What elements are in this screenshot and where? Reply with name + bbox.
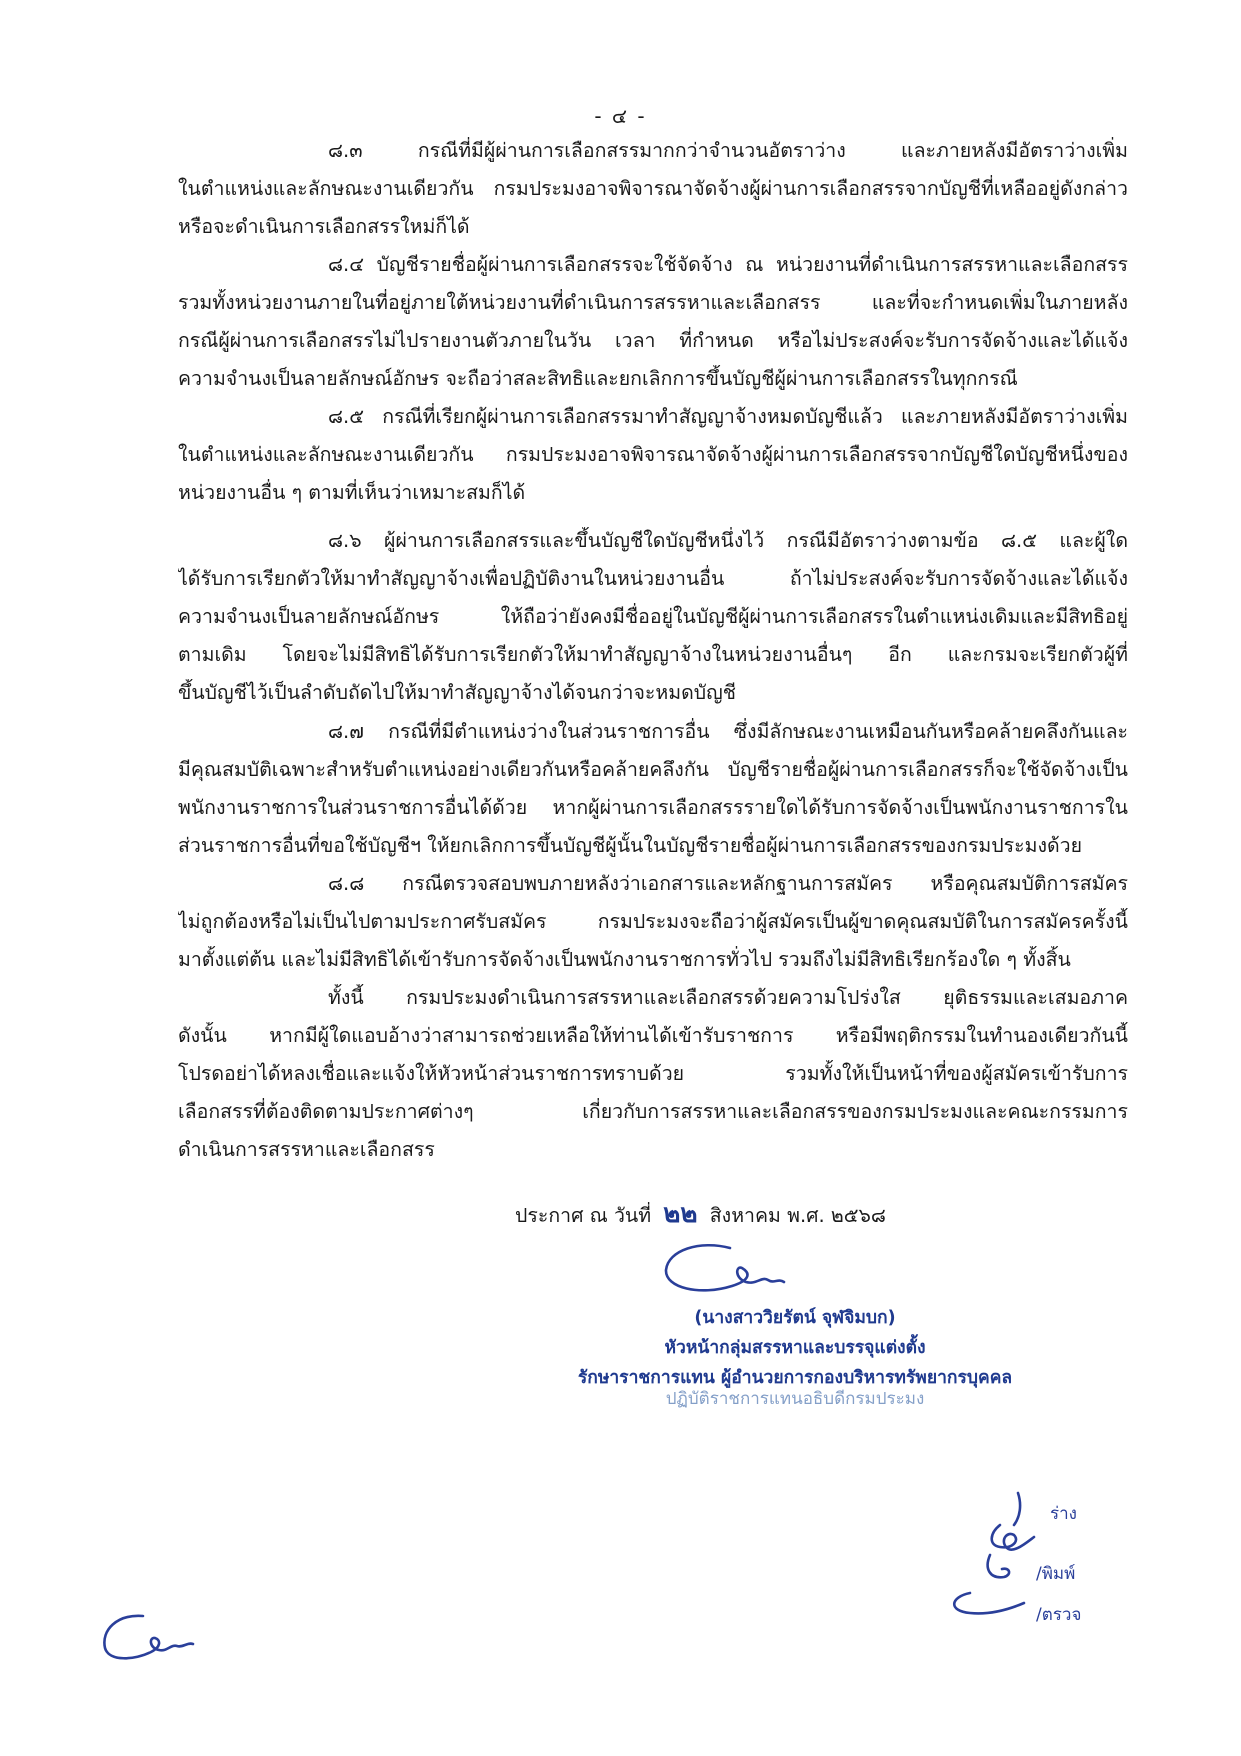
announcement-month-year: สิงหาคม พ.ศ. ๒๕๖๘: [709, 1204, 886, 1227]
stamp-line: ปฏิบัติราชการแทนอธิบดีกรมประมง: [665, 1389, 925, 1409]
paragraph-line: ๘.๕ กรณีที่เรียกผู้ผ่านการเลือกสรรมาทำสัญญาจ้างหมดบัญชีแล้ว และภายหลังมีอัตราว่างเพิ่ม: [328, 405, 1128, 428]
paragraph-line: ขึ้นบัญชีไว้เป็นลำดับถัดไปให้มาทำสัญญาจ้างได้จนกว่าจะหมดบัญชี: [178, 681, 737, 704]
paragraph-line: ๘.๓ กรณีที่มีผู้ผ่านการเลือกสรรมากกว่าจำนวนอัตราว่าง และภายหลังมีอัตราว่างเพิ่ม: [328, 139, 1128, 162]
paragraph-line: พนักงานราชการในส่วนราชการอื่นได้ด้วย หากผู้ผ่านการเลือกสรรรายใดได้รับการจัดจ้างเป็นพนักงานราชการใน: [178, 796, 1128, 819]
initials-signature-image: [930, 1485, 1050, 1625]
paragraph-line: ความจำนงเป็นลายลักษณ์อักษร จะถือว่าสละสิทธิและยกเลิกการขึ้นบัญชีผู้ผ่านการเลือกสรรในทุกกรณี: [178, 367, 1018, 390]
signatory-title: หัวหน้ากลุ่มสรรหาและบรรจุแต่งตั้ง: [664, 1338, 926, 1358]
signatory-name: (นางสาววิยรัตน์ จุฬจิมบก): [694, 1308, 896, 1328]
paragraph-line: ดำเนินการสรรหาและเลือกสรร: [178, 1138, 435, 1161]
paragraph-line: เลือกสรรที่ต้องติดตามประกาศต่างๆ เกี่ยวกับการสรรหาและเลือกสรรของกรมประมงและคณะกรรมการ: [178, 1100, 1128, 1123]
paragraph-line: ๘.๘ กรณีตรวจสอบพบภายหลังว่าเอกสารและหลักฐานการสมัคร หรือคุณสมบัติการสมัคร: [328, 872, 1128, 895]
paragraph-line: รวมทั้งหน่วยงานภายในที่อยู่ภายใต้หน่วยงานที่ดำเนินการสรรหาและเลือกสรร และที่จะกำหนดเพิ่มในภายหลัง: [178, 291, 1128, 314]
paragraph-line: ทั้งนี้ กรมประมงดำเนินการสรรหาและเลือกสรรด้วยความโปร่งใส ยุติธรรมและเสมอภาค: [328, 986, 1128, 1009]
paragraph-line: ๘.๔ บัญชีรายชื่อผู้ผ่านการเลือกสรรจะใช้จัดจ้าง ณ หน่วยงานที่ดำเนินการสรรหาและเลือกสรร: [328, 253, 1128, 276]
paragraph-line: หน่วยงานอื่น ๆ ตามที่เห็นว่าเหมาะสมก็ได้: [178, 481, 526, 504]
paragraph-line: ความจำนงเป็นลายลักษณ์อักษร ให้ถือว่ายังคงมีชื่ออยู่ในบัญชีผู้ผ่านการเลือกสรรในตำแหน่งเดิมและมีสิทธิอยู่: [178, 605, 1128, 628]
paragraph-line: ๘.๗ กรณีที่มีตำแหน่งว่างในส่วนราชการอื่น ซึ่งมีลักษณะงานเหมือนกันหรือคล้ายคลึงกันและ: [328, 720, 1128, 743]
paragraph-line: หรือจะดำเนินการเลือกสรรใหม่ก็ได้: [178, 215, 470, 238]
paragraph-line: ดังนั้น หากมีผู้ใดแอบอ้างว่าสามารถช่วยเหลือให้ท่านได้เข้ารับราชการ หรือมีพฤติกรรมในทำนองเดียวกันนี้: [178, 1024, 1128, 1047]
announcement-date: [515, 1193, 886, 1234]
paragraph-line: กรณีผู้ผ่านการเลือกสรรไม่ไปรายงานตัวภายในวัน เวลา ที่กำหนด หรือไม่ประสงค์จะรับการจัดจ้างและได้แจ้ง: [178, 329, 1128, 352]
bottom-left-initial-image: [95, 1608, 215, 1668]
paragraph-line: โปรดอย่าได้หลงเชื่อและแจ้งให้หัวหน้าส่วนราชการทราบด้วย รวมทั้งให้เป็นหน้าที่ของผู้สมัครเข้ารับการ: [178, 1062, 1128, 1085]
signature-image: [660, 1238, 810, 1308]
initial-check-label: /ตรวจ: [1036, 1605, 1082, 1625]
paragraph-line: ส่วนราชการอื่นที่ขอใช้บัญชีฯ ให้ยกเลิกการขึ้นบัญชีผู้นั้นในบัญชีรายชื่อผู้ผ่านการเลือกสรรของกรมประมงด้วย: [178, 834, 1083, 857]
paragraph-line: ตามเดิม โดยจะไม่มีสิทธิได้รับการเรียกตัวให้มาทำสัญญาจ้างในหน่วยงานอื่นๆ อีก และกรมจะเรียกตัวผู้ที่: [178, 643, 1128, 666]
initial-draft-label: ร่าง: [1050, 1504, 1077, 1524]
paragraph-line: ในตำแหน่งและลักษณะงานเดียวกัน กรมประมงอาจพิจารณาจัดจ้างผู้ผ่านการเลือกสรรจากบัญชีใดบัญชีหนึ่งของ: [178, 443, 1128, 466]
paragraph-line: ในตำแหน่งและลักษณะงานเดียวกัน กรมประมงอาจพิจารณาจัดจ้างผู้ผ่านการเลือกสรรจากบัญชีที่เหลืออยู่ดังกล่าว: [178, 177, 1128, 200]
paragraph-line: ไม่ถูกต้องหรือไม่เป็นไปตามประกาศรับสมัคร กรมประมงจะถือว่าผู้สมัครเป็นผู้ขาดคุณสมบัติในการสมัครครั้งนี้: [178, 910, 1128, 933]
paragraph-line: มาตั้งแต่ต้น และไม่มีสิทธิได้เข้ารับการจัดจ้างเป็นพนักงานราชการทั่วไป รวมถึงไม่มีสิทธิเรียกร้องใด ๆ ทั้งสิ้น: [178, 948, 1071, 971]
signatory-acting-title: รักษาราชการแทน ผู้อำนวยการกองบริหารทรัพยากรบุคคล: [577, 1368, 1013, 1388]
announcement-day: ๒๒: [663, 1199, 698, 1229]
page-number: - ๔ -: [594, 104, 647, 128]
initial-print-label: /พิมพ์: [1036, 1564, 1076, 1584]
announcement-prefix: ประกาศ ณ วันที่: [515, 1204, 652, 1227]
paragraph-line: มีคุณสมบัติเฉพาะสำหรับตำแหน่งอย่างเดียวกันหรือคล้ายคลึงกัน บัญชีรายชื่อผู้ผ่านการเลือกสรรก็จะใช้จัดจ้างเป็น: [178, 758, 1128, 781]
paragraph-line: ๘.๖ ผู้ผ่านการเลือกสรรและขึ้นบัญชีใดบัญชีหนึ่งไว้ กรณีมีอัตราว่างตามข้อ ๘.๕ และผู้ใด: [328, 529, 1128, 552]
paragraph-line: ได้รับการเรียกตัวให้มาทำสัญญาจ้างเพื่อปฏิบัติงานในหน่วยงานอื่น ถ้าไม่ประสงค์จะรับการจัดจ้างและได้แจ้ง: [178, 567, 1128, 590]
